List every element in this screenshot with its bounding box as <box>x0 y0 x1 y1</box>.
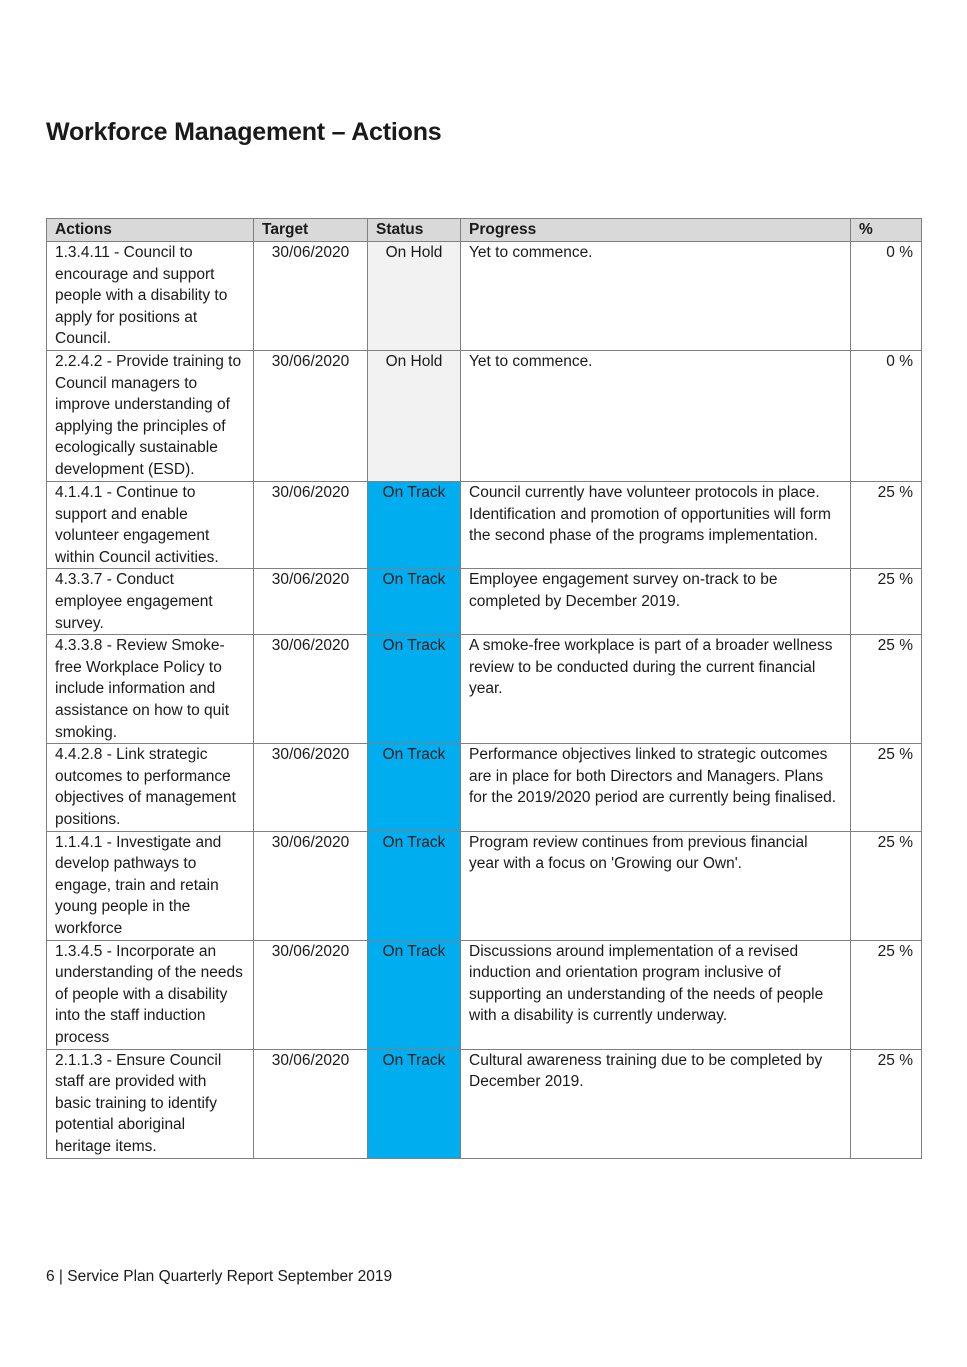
action-cell: 2.2.4.2 - Provide training to Council managers to improve understanding of applying the principles of ecologically sustainable development (ESD). <box>47 350 254 481</box>
actions-table <box>46 218 922 1159</box>
percent-cell: 0 % <box>851 242 922 351</box>
column-header-progress: Progress <box>461 219 851 242</box>
table-row <box>47 242 922 351</box>
target-cell: 30/06/2020 <box>254 242 368 351</box>
page-footer: 6 | Service Plan Quarterly Report September 2019 <box>46 1268 393 1285</box>
target-cell: 30/06/2020 <box>254 635 368 744</box>
status-cell: On Track <box>368 635 461 744</box>
status-cell: On Track <box>368 940 461 1049</box>
progress-cell: Program review continues from previous financial year with a focus on 'Growing our Own'. <box>461 831 851 940</box>
action-cell: 4.3.3.8 - Review Smoke-free Workplace Policy to include information and assistance on how to quit smoking. <box>47 635 254 744</box>
target-cell: 30/06/2020 <box>254 1049 368 1158</box>
action-cell: 1.3.4.11 - Council to encourage and support people with a disability to apply for positions at Council. <box>47 242 254 351</box>
percent-cell: 25 % <box>851 940 922 1049</box>
column-header-actions: Actions <box>47 219 254 242</box>
target-cell: 30/06/2020 <box>254 940 368 1049</box>
page-title: Workforce Management – Actions <box>46 118 442 146</box>
table-row <box>47 744 922 831</box>
table-row <box>47 831 922 940</box>
status-cell: On Hold <box>368 350 461 481</box>
table-row <box>47 940 922 1049</box>
status-cell: On Track <box>368 744 461 831</box>
action-cell: 4.4.2.8 - Link strategic outcomes to performance objectives of management positions. <box>47 744 254 831</box>
target-cell: 30/06/2020 <box>254 350 368 481</box>
action-cell: 1.1.4.1 - Investigate and develop pathways to engage, train and retain young people in the workforce <box>47 831 254 940</box>
action-cell: 4.1.4.1 - Continue to support and enable volunteer engagement within Council activities. <box>47 481 254 568</box>
status-cell: On Track <box>368 481 461 568</box>
target-cell: 30/06/2020 <box>254 744 368 831</box>
progress-cell: Council currently have volunteer protocols in place. Identification and promotion of opportunities will form the second phase of the programs implementation. <box>461 481 851 568</box>
target-cell: 30/06/2020 <box>254 569 368 635</box>
percent-cell: 25 % <box>851 831 922 940</box>
progress-cell: Performance objectives linked to strategic outcomes are in place for both Directors and Managers. Plans for the 2019/2020 period are currently being finalised. <box>461 744 851 831</box>
percent-cell: 25 % <box>851 744 922 831</box>
progress-cell: Yet to commence. <box>461 350 851 481</box>
table-row <box>47 1049 922 1158</box>
target-cell: 30/06/2020 <box>254 481 368 568</box>
action-cell: 4.3.3.7 - Conduct employee engagement survey. <box>47 569 254 635</box>
percent-cell: 25 % <box>851 635 922 744</box>
column-header-target: Target <box>254 219 368 242</box>
table-row <box>47 569 922 635</box>
target-cell: 30/06/2020 <box>254 831 368 940</box>
status-cell: On Track <box>368 831 461 940</box>
column-header-status: Status <box>368 219 461 242</box>
table-row <box>47 481 922 568</box>
action-cell: 1.3.4.5 - Incorporate an understanding of the needs of people with a disability into the staff induction process <box>47 940 254 1049</box>
percent-cell: 25 % <box>851 481 922 568</box>
progress-cell: Cultural awareness training due to be completed by December 2019. <box>461 1049 851 1158</box>
percent-cell: 25 % <box>851 569 922 635</box>
table-row <box>47 350 922 481</box>
percent-cell: 0 % <box>851 350 922 481</box>
progress-cell: Employee engagement survey on-track to be completed by December 2019. <box>461 569 851 635</box>
action-cell: 2.1.1.3 - Ensure Council staff are provided with basic training to identify potential aboriginal heritage items. <box>47 1049 254 1158</box>
progress-cell: Discussions around implementation of a revised induction and orientation program inclusive of supporting an understanding of the needs of people with a disability is currently underway. <box>461 940 851 1049</box>
status-cell: On Track <box>368 1049 461 1158</box>
column-header-percent: % <box>851 219 922 242</box>
percent-cell: 25 % <box>851 1049 922 1158</box>
progress-cell: Yet to commence. <box>461 242 851 351</box>
table-row <box>47 635 922 744</box>
status-cell: On Hold <box>368 242 461 351</box>
status-cell: On Track <box>368 569 461 635</box>
table-header-row <box>47 219 922 242</box>
progress-cell: A smoke-free workplace is part of a broader wellness review to be conducted during the current financial year. <box>461 635 851 744</box>
